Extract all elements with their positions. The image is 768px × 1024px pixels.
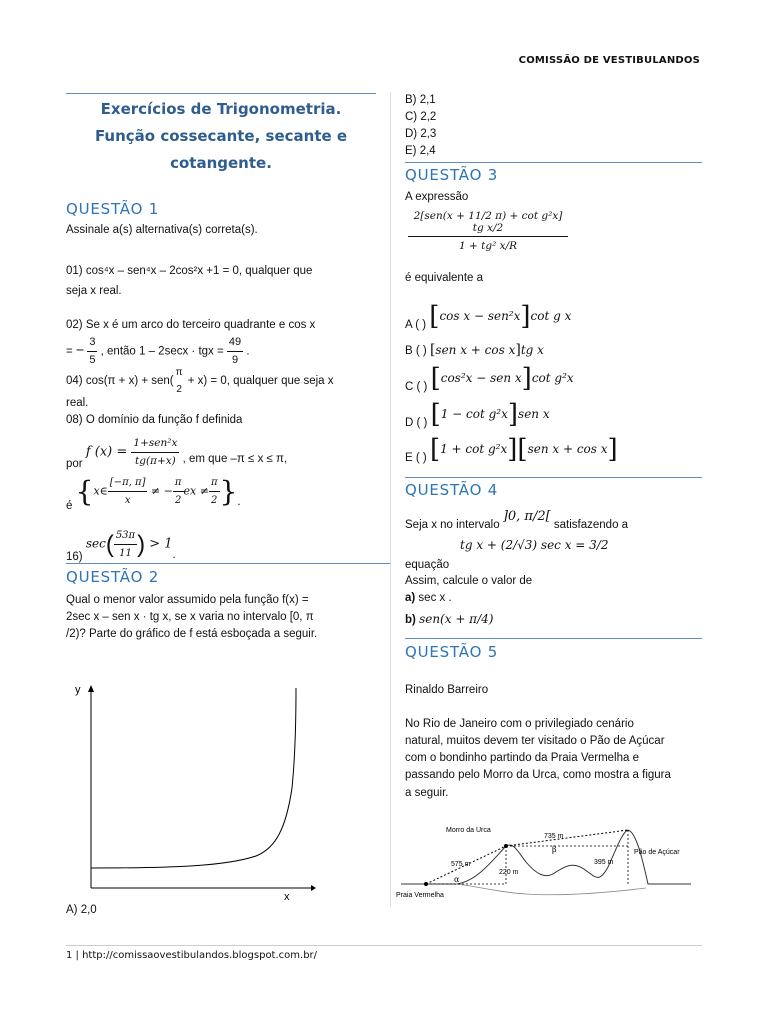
x-axis-arrow-icon xyxy=(311,885,316,891)
title-line-2: Função cossecante, secante e xyxy=(94,127,348,145)
label-pao-acucar: Pão de Açúcar xyxy=(634,849,680,856)
q3-equiv: é equivalente a xyxy=(405,272,484,284)
sec-fraction xyxy=(114,527,137,562)
q1-item-04 xyxy=(66,364,334,398)
frac-den: 2 xyxy=(211,495,218,506)
q3-e-expr: 1 + cot g²x xyxy=(440,442,508,456)
function-curve xyxy=(91,688,296,868)
q4-equation: tg x + (2/√3) sec x = 3/2 xyxy=(460,538,609,552)
q5-figure xyxy=(396,822,696,904)
label-praia-vermelha: Praia Vermelha xyxy=(396,892,444,899)
q1-item-08-def xyxy=(66,435,287,470)
q2-text-2: 2sec x – sen x · tg x, se x varia no intervalo [0, π xyxy=(66,611,314,623)
footer-rule xyxy=(66,945,702,946)
q4-a-label: a) xyxy=(405,592,416,604)
frac-den: 9 xyxy=(231,354,239,366)
document-title xyxy=(66,96,376,177)
q5-heading: QUESTÃO 5 xyxy=(405,643,499,661)
q1-item-08: 08) O domínio da função f definida xyxy=(66,414,243,426)
label-220m: 220 m xyxy=(499,869,519,876)
footer-text: 1 | http://comissaovestibulandos.blogspot.com.br/ xyxy=(66,950,318,961)
q2-option-d: D) 2,3 xyxy=(405,128,437,140)
label-575m: 575 m xyxy=(451,861,471,868)
header-title: COMISSÃO DE VESTIBULANDOS xyxy=(518,55,700,66)
q2-text-1: Qual o menor valor assumido pela função f(x) = xyxy=(66,594,309,606)
q3-heading: QUESTÃO 3 xyxy=(405,166,499,184)
q3-e-label: E ( ) xyxy=(405,452,427,464)
q3-c-expr: cos²x − sen x xyxy=(440,371,522,385)
y-axis-arrow-icon xyxy=(88,685,94,692)
q1-item-04-cont: real. xyxy=(66,397,89,409)
q3-option-c: C ( ) [cos²x − sen x]cot g²x xyxy=(405,363,574,394)
fx-label: f (x) = xyxy=(85,444,132,460)
q3-a-label: A ( ) xyxy=(405,319,427,331)
label-morro-urca: Morro da Urca xyxy=(446,827,491,834)
q3-c-tail: cot g²x xyxy=(531,371,574,385)
domain-pi-2 xyxy=(173,474,184,509)
q4-text-2: equação xyxy=(405,559,450,571)
q4-b-label: b) xyxy=(405,614,416,626)
axis-x-label: x xyxy=(284,891,290,903)
q5-para-2: natural, muitos devem ter visitado o Pão de Açúcar xyxy=(405,735,665,747)
label-alpha: α xyxy=(454,875,460,884)
q5-author: Rinaldo Barreiro xyxy=(405,684,489,696)
q3-d-expr: 1 − cot g²x xyxy=(440,407,508,421)
q5-rule xyxy=(405,638,702,639)
domain-neq: ≠ − xyxy=(147,484,173,498)
frac-num: π xyxy=(173,474,184,492)
q4-heading: QUESTÃO 4 xyxy=(405,481,499,499)
q1-intro: Assinale a(s) alternativa(s) correta(s). xyxy=(66,224,258,236)
q4-interval: ]0, π/2[ xyxy=(502,509,551,524)
frac-num: 49 xyxy=(227,334,243,352)
frac-num: 3 xyxy=(87,334,97,352)
q3-option-a: A ( ) [cos x − sen²x]cot g x xyxy=(405,301,572,332)
q1-e: é xyxy=(66,499,73,512)
q5-para-3: com o bondinho partindo da Praia Vermelha e xyxy=(405,752,639,764)
q4-rule xyxy=(405,477,702,478)
q3-c-label: C ( ) xyxy=(405,381,428,393)
q1-range: , em que –π ≤ x ≤ π, xyxy=(182,452,288,465)
gt-one: > 1 xyxy=(145,536,173,552)
q2-text-3: /2)? Parte do gráfico de f está esboçada a seguir. xyxy=(66,628,318,640)
q3-expr-num: 2[sen(x + 11/2 π) + cot g²x] tg x/2 xyxy=(408,210,568,237)
frac-num: π xyxy=(209,474,220,492)
q3-b-label: B ( ) xyxy=(405,345,427,357)
q4-text-1 xyxy=(405,508,629,531)
q2-option-b: B) 2,1 xyxy=(405,94,436,106)
q3-expression xyxy=(408,210,568,252)
terrain-shade xyxy=(456,884,646,895)
q1-16-label: 16) xyxy=(66,550,83,563)
column-separator xyxy=(390,92,391,907)
frac-den: 11 xyxy=(119,548,132,559)
q3-a-expr: cos x − sen²x xyxy=(439,309,521,323)
label-beta: β xyxy=(552,845,557,854)
q3-option-b: B ( ) [sen x + cos x]tg x xyxy=(405,342,544,358)
q4-text-1b: satisfazendo a xyxy=(553,519,629,531)
q3-intro: A expressão xyxy=(405,191,469,203)
title-line-1: Exercícios de Trigonometria. xyxy=(100,100,342,118)
frac-num: [−π, π] xyxy=(108,474,148,492)
q2-graph xyxy=(66,678,316,903)
q1-item-02: 02) Se x é um arco do terceiro quadrante e cos x xyxy=(66,319,316,331)
q3-rule xyxy=(405,162,702,163)
praia-point xyxy=(424,882,428,886)
frac-den: 5 xyxy=(89,354,96,366)
q4-text-1a: Seja x no intervalo xyxy=(405,519,500,531)
domain-pi-2b xyxy=(209,474,220,509)
frac-den: 2 xyxy=(175,495,182,506)
q3-b-expr: sen x + cos x xyxy=(435,343,516,357)
q2-heading: QUESTÃO 2 xyxy=(66,568,160,586)
frac-den: tg(π+x) xyxy=(135,455,176,467)
q1-item-02-mid: , então 1 – 2secx · tgx = xyxy=(100,345,227,358)
q1-item-16: 16) sec( $\frac{53\pi}{11}$ ) > 1. xyxy=(66,527,176,562)
q3-d-label: D ( ) xyxy=(405,417,428,429)
domain-ex: ex ≠ xyxy=(183,484,209,498)
frac-num: π xyxy=(175,367,183,378)
q3-option-e: E ( ) [1 + cot g²x][sen x + cos x] xyxy=(405,434,618,465)
domain-fraction xyxy=(108,474,148,509)
q1-item-02-end: . xyxy=(246,345,250,358)
q1-item-02-eq: = xyxy=(66,345,76,358)
q1-domain: é {x∈ $\frac{[-\pi, \pi]}{x}$ ≠ − $\frac{\pi}{2}$ ex ≠ $\frac{\pi}{2}$ }. xyxy=(66,475,241,512)
domain-x-in: x∈ xyxy=(93,484,108,498)
q1-por: por xyxy=(66,457,83,470)
q1-item-04-b: + x) = 0, qualquer que seja x xyxy=(184,375,334,388)
frac-num: 1+sen²x xyxy=(131,435,179,453)
frac-den: 2 xyxy=(176,384,182,395)
q2-rule xyxy=(66,563,390,564)
sec-label: sec xyxy=(85,536,106,551)
q1-item-01-cont: seja x real. xyxy=(66,285,122,297)
q3-expr-den: 1 + tg² x/R xyxy=(458,240,517,252)
q4-b-text: sen(x + π/4) xyxy=(419,612,494,626)
q5-para-5: a seguir. xyxy=(405,787,449,799)
frac-num: 53π xyxy=(114,527,137,545)
title-rule xyxy=(66,93,376,94)
q3-b-tail: tg x xyxy=(520,343,544,357)
q3-d-tail: sen x xyxy=(518,407,550,421)
q3-option-d: D ( ) [1 − cot g²x]sen x xyxy=(405,399,550,430)
q2-option-c: C) 2,2 xyxy=(405,111,437,123)
q1-heading: QUESTÃO 1 xyxy=(66,200,160,218)
q3-a-tail: cot g x xyxy=(530,309,572,323)
q5-para-4: passando pelo Morro da Urca, como mostra a figura xyxy=(405,769,671,781)
q3-e-tail: sen x + cos x xyxy=(527,442,608,456)
q4-item-b xyxy=(405,611,493,629)
title-line-3: cotangente. xyxy=(170,154,272,172)
q1-item-02-cont: = − $\frac{3}{5}$ , então 1 – 2secx · tgx = $\frac{49}{9}$ . xyxy=(66,334,250,369)
label-735m: 735 m xyxy=(544,833,564,840)
frac-den: x xyxy=(124,495,131,506)
q2-option-a: A) 2,0 xyxy=(66,904,97,916)
q4-text-3: Assim, calcule o valor de xyxy=(405,575,533,587)
q2-option-e: E) 2,4 xyxy=(405,145,436,157)
cable-2 xyxy=(506,830,628,846)
fraction-pi-2 xyxy=(174,364,185,398)
axis-y-label: y xyxy=(75,684,81,696)
label-395m: 395 m xyxy=(594,859,614,866)
q4-a-text: sec x . xyxy=(415,592,452,604)
q1-item-01: 01) cos⁴x – sen⁴x – 2cos²x +1 = 0, qualquer que xyxy=(66,265,313,277)
q4-item-a xyxy=(405,590,452,607)
q1-item-04-a: 04) cos(π + x) + sen( xyxy=(66,375,174,388)
q5-para-1: No Rio de Janeiro com o privilegiado cenário xyxy=(405,718,634,730)
fx-fraction xyxy=(131,435,179,470)
urca-point xyxy=(504,844,508,848)
